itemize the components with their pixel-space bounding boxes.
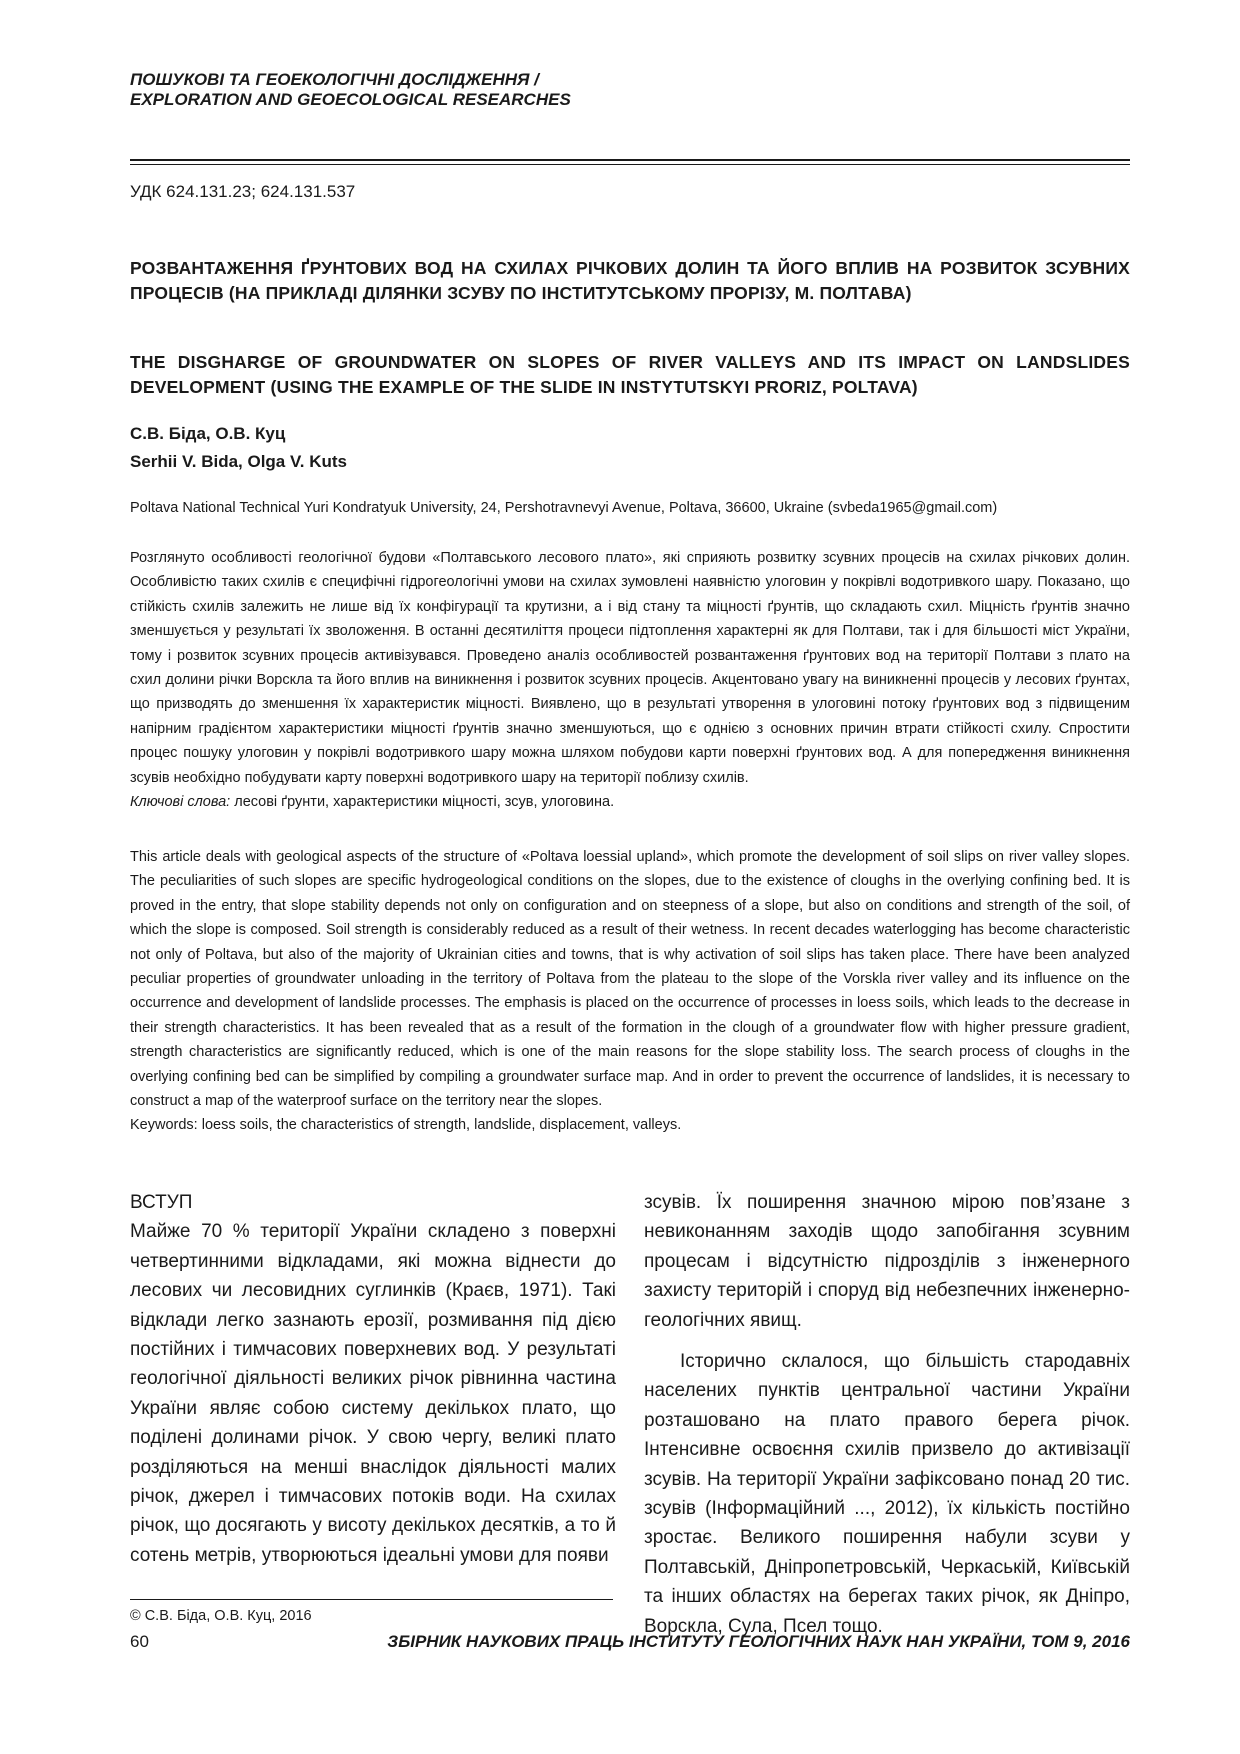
keywords-ukrainian-label: Ключові слова: bbox=[130, 794, 231, 811]
title-ukrainian: РОЗВАНТАЖЕННЯ ҐРУНТОВИХ ВОД НА СХИЛАХ РІЧКОВИХ ДОЛИН ТА ЙОГО ВПЛИВ НА РОЗВИТОК ЗСУВНИХ ПРОЦЕСІВ (НА ПРИКЛАДІ ДІЛЯНКИ ЗСУВУ ПО ІНСТИТУТСЬКОМУ ПРОРІЗУ, М. ПОЛТАВА) bbox=[130, 258, 1130, 303]
abstract-english bbox=[130, 845, 1130, 1138]
authors-english: Serhii V. Bida, Olga V. Kuts bbox=[130, 452, 347, 471]
running-header bbox=[130, 70, 1130, 110]
running-header-line-2: EXPLORATION AND GEOECOLOGICAL RESEARCHES bbox=[130, 90, 571, 109]
authors-ukrainian: С.В. Біда, О.В. Куц bbox=[130, 424, 286, 443]
abstract-ukrainian bbox=[130, 546, 1130, 814]
authors bbox=[130, 420, 347, 476]
page-number: 60 bbox=[130, 1632, 149, 1651]
keywords-ukrainian-text: лесові ґрунти, характеристики міцності, зсув, улоговина. bbox=[230, 794, 615, 811]
abstract-ukrainian-text: Розглянуто особливості геологічної будови «Полтавського лесового плато», які сприяють розвитку зсувних процесів на схилах річкових долин. Особливістю таких схилів є специфічні гідрогеологічні умови на схилах зумовлені наявністю улоговин у покрівлі водотривкого шару. Показано, що стійкість схилів залежить не лише від їх конфігурації та крутизни, а і від стану та міцності ґрунтів, що складають схил. Міцність ґрунтів значно зменшується у результаті їх зволоження. В останні десятиліття процеси підтоплення характерні як для Полтави, так і для більшості міст України, тому і розвиток зсувних процесів активізувався. Проведено аналіз особливостей розвантаження ґрунтових вод на території Полтави з плато на схил долини річки Ворскла та його вплив на виникнення і розвиток зсувних процесів. Акцентовано увагу на виникненні процесів у лесових ґрунтах, що призводять до зменшення їх характеристик міцності. Виявлено, що в результаті утворення в улоговині потоку ґрунтових вод з підвищеним напірним градієнтом характеристики міцності ґрунтів значно зменшуються, що є однією з основних причин втрати стійкості схилу. Спростити процес пошуку улоговин у покрівлі водотривкого шару можна шляхом побудови карти поверхні ґрунтових вод. А для попередження виникнення зсувів необхідно побудувати карту поверхні водотривкого шару на території поблизу схилів. bbox=[130, 550, 1130, 786]
journal-title: ЗБІРНИК НАУКОВИХ ПРАЦЬ ІНСТИТУТУ ГЕОЛОГІЧНИХ НАУК НАН УКРАЇНИ, ТОМ 9, 2016 bbox=[387, 1632, 1130, 1651]
body-paragraph-1-continued: зсувів. Їх поширення значною мірою пов’язане з невиконанням заходів щодо запобігання зсувним процесам і відсутністю підрозділів з інженерного захисту територій і споруд від небезпечних інженерно-геологічних явищ. bbox=[644, 1192, 1130, 1331]
abstract-english-text: This article deals with geological aspects of the structure of «Poltava loessial upland», which promote the development of soil slips on river valley slopes. The peculiarities of such slopes are specific hydrogeological conditions on the slopes, due to the existence of cloughs in the overlying confining bed. It is proved in the entry, that slope stability depends not only on configuration and on steepness of a slope, but also on conditions and strength of the soil, of which the slope is composed. Soil strength is considerably reduced as a result of their wetness. In recent decades waterlogging has become characteristic not only of Poltava, but also of the majority of Ukrainian cities and towns, that is why activation of soil slips has taken place. There have been analyzed peculiar properties of groundwater unloading in the territory of Poltava from the plateau to the slope of the Vorskla river valley and its influence on the occurrence and development of landslide processes. The emphasis is placed on the occurrence of processes in loess soils, which leads to the decrease in their strength characteristics. It has been revealed that as a result of the formation in the clough of a groundwater flow with higher pressure gradient, strength characteristics are significantly reduced, which is one of the main reasons for the slope stability loss. The search process of cloughs in the overlying confining bed can be simplified by compiling a groundwater surface map. And in order to prevent the occurrence of landslides, it is necessary to construct a map of the waterproof surface on the territory near the slopes. bbox=[130, 849, 1130, 1110]
header-rule-thick bbox=[130, 159, 1130, 161]
footnote-rule bbox=[130, 1599, 613, 1600]
body-column-right bbox=[644, 1188, 1130, 1641]
copyright-footnote: © С.В. Біда, О.В. Куц, 2016 bbox=[130, 1608, 312, 1624]
affiliation: Poltava National Technical Yuri Kondratyuk University, 24, Pershotravnevyi Avenue, Poltava, 36600, Ukraine (svbeda1965@gmail.com) bbox=[130, 500, 998, 516]
body-column-left bbox=[130, 1188, 616, 1570]
title-english: THE DISGHARGE OF GROUNDWATER ON SLOPES OF RIVER VALLEYS AND ITS IMPACT ON LANDSLIDES DEVELOPMENT (USING THE EXAMPLE OF THE SLIDE IN INSTYTUTSKYI PRORIZ, POLTAVA) bbox=[130, 352, 1130, 397]
body-paragraph-2: Історично склалося, що більшість стародавніх населених пунктів центральної частини України розташовано на плато правого берега річок. Інтенсивне освоєння схилів призвело до активізації зсувів. На території України зафіксовано понад 20 тис. зсувів (Інформаційний ..., 2012), їх кількість постійно зростає. Великого поширення набули зсуви у Полтавській, Дніпропетровській, Черкаській, Київській та інших областях на берегах таких річок, як Дніпро, Ворскла, Сула, Псел тощо. bbox=[644, 1351, 1130, 1637]
section-heading: ВСТУП bbox=[130, 1192, 193, 1213]
header-rule-thin bbox=[130, 164, 1130, 165]
keywords-ukrainian bbox=[130, 790, 1130, 814]
body-paragraph-1: Майже 70 % території України складено з поверхні четвертинними відкладами, які можна віднести до лесових чи лесовидних суглинків (Краєв, 1971). Такі відклади легко зазнають ерозії, розмивання під дією постійних і тимчасових поверхневих вод. У результаті геологічної діяльності великих річок рівнинна частина України являє собою систему декількох плато, що поділені долинами річок. У свою чергу, великі плато розділяються на менші внаслідок діяльності малих річок, джерел і тимчасових потоків води. На схилах річок, що досягають у висоту декількох десятків, а то й сотень метрів, утворюються ідеальні умови для появи bbox=[130, 1221, 616, 1566]
running-header-line-1: ПОШУКОВІ ТА ГЕОЕКОЛОГІЧНІ ДОСЛІДЖЕННЯ / bbox=[130, 70, 539, 89]
keywords-english: Keywords: loess soils, the characteristics of strength, landslide, displacement, valleys. bbox=[130, 1117, 682, 1134]
udc-code: УДК 624.131.23; 624.131.537 bbox=[130, 182, 356, 201]
